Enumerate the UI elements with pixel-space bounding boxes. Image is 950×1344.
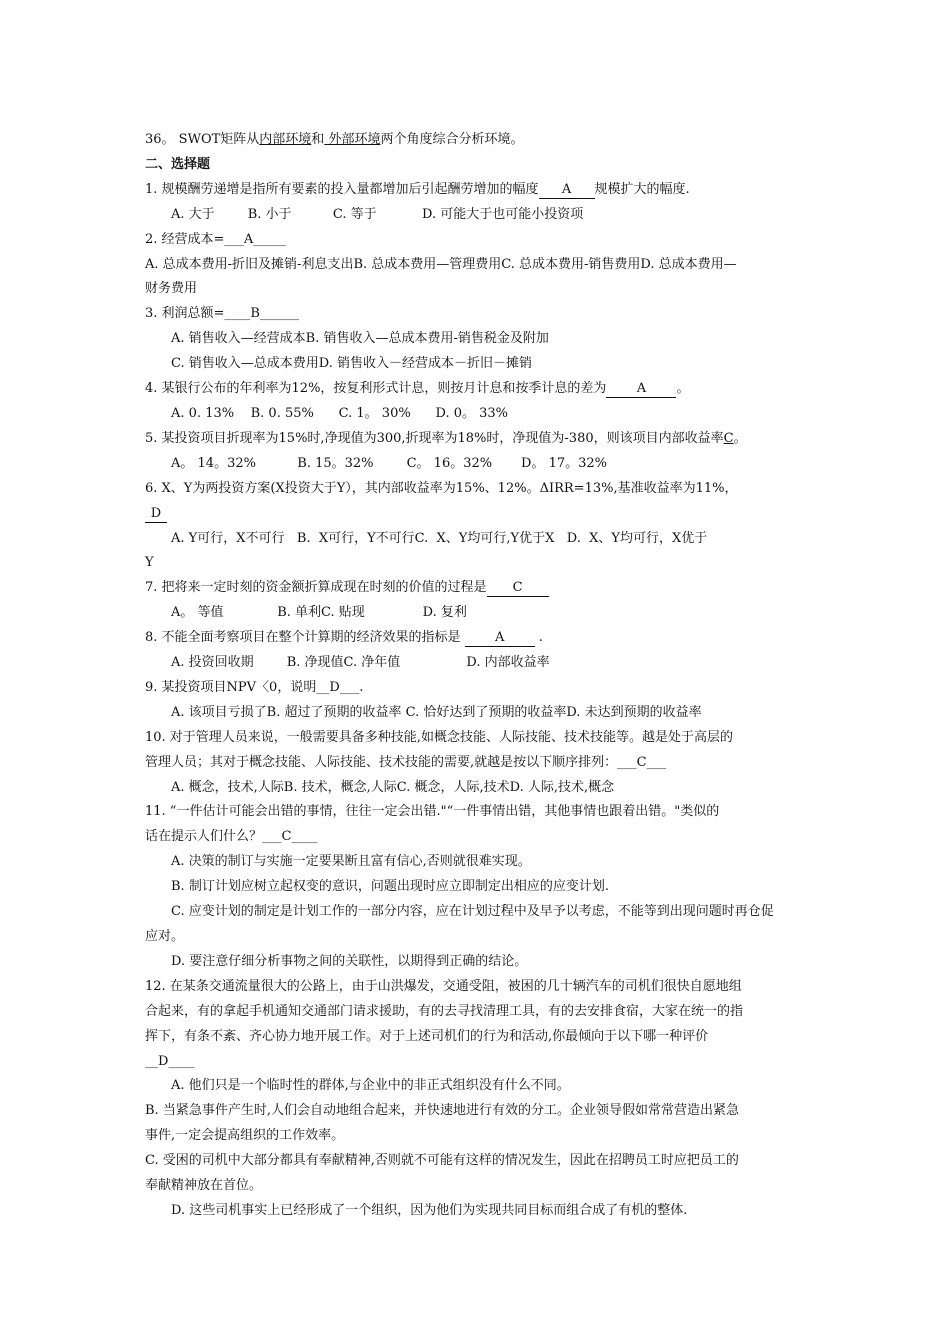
q6-options-1: A. Y可行，X不可行 B. X可行，Y不可行C. X、Y均可行,Y优于X D. X、Y均可行，X优于 <box>171 530 708 546</box>
q6-answer-line <box>145 502 807 527</box>
q6-options-2: Y <box>145 555 154 571</box>
q1-stem-tail: 规模扩大的幅度. <box>594 181 690 197</box>
q11-option-d: D. 要注意仔细分析事物之间的关联性，以期得到正确的结论。 <box>171 953 528 969</box>
q7-stem-text: 7. 把将来一定时刻的资金额折算成现在时刻的价值的过程是 <box>145 580 487 596</box>
q4-answer: A <box>606 381 676 398</box>
q5-stem-text: 5. 某投资项目折现率为15%时,净现值为300,折现率为18%时，净现值为-380，则该项目内部收益率 <box>145 430 724 446</box>
q4-stem-tail: 。 <box>676 381 690 397</box>
q6-answer: D <box>145 506 167 523</box>
q5-answer: C <box>723 430 734 446</box>
q8-stem-tail: . <box>534 630 543 646</box>
q8-stem-text: 8. 不能全面考察项目在整个计算期的经济效果的指标是 <box>145 630 465 646</box>
q3-options-ab: A. 销售收入—经营成本B. 销售收入—总成本费用-销售税金及附加 <box>171 331 549 347</box>
q12-option-d: D. 这些司机事实上已经形成了一个组织，因为他们为实现共同目标而组合成了有机的整体. <box>171 1202 688 1218</box>
q12-option-c-2: 奉献精神放在首位。 <box>145 1178 263 1194</box>
q2-options-1: A. 总成本费用-折旧及摊销-利息支出B. 总成本费用—管理费用C. 总成本费用-销售费用D. 总成本费用— <box>145 256 737 272</box>
q36-answer-1: 内部环境 <box>259 132 312 147</box>
q2-options-2: 财务费用 <box>145 281 198 297</box>
q9-options: A. 该项目亏损了B. 超过了预期的收益率 C. 恰好达到了预期的收益率D. 未达到预期的收益率 <box>171 704 702 720</box>
q8-stem <box>145 626 807 651</box>
q12-stem-1: 12. 在某条交通流量很大的公路上，由于山洪爆发，交通受阻，被困的几十辆汽车的司机们很快自愿地组 <box>145 978 742 994</box>
q7-answer: C <box>487 580 549 597</box>
q12-option-b-1: B. 当紧急事件产生时,人们会自动地组合起来，并快速地进行有效的分工。企业领导假如常常营造出紧急 <box>145 1103 739 1119</box>
q12-option-a: A. 他们只是一个临时性的群体,与企业中的非正式组织没有什么不同。 <box>171 1078 570 1094</box>
q7-stem <box>145 576 807 601</box>
q36-line <box>145 128 807 153</box>
q10-options: A. 概念，技术,人际B. 技术，概念,人际C. 概念，人际,技术D. 人际,技术,概念 <box>171 779 615 795</box>
q11-option-c-2: 应对。 <box>145 929 185 944</box>
q2-stem: 2. 经营成本=___A_____ <box>145 231 286 247</box>
q36-suffix: 两个角度综合分析环境。 <box>380 132 524 147</box>
q11-option-b: B. 制订计划应树立起权变的意识，问题出现时应立即制定出相应的应变计划. <box>171 879 609 895</box>
q10-stem-2: 管理人员；其对于概念技能、人际技能、技术技能的需要,就越是按以下顺序排列：___C___ <box>145 754 667 770</box>
document-body <box>145 128 807 1224</box>
q12-stem-2: 合起来，有的拿起手机通知交通部门请求援助，有的去寻找清理工具，有的去安排食宿，大家在统一的指 <box>145 1003 744 1019</box>
q4-stem-text: 4. 某银行公布的年利率为12%，按复利形式计息，则按月计息和按季计息的差为 <box>145 381 607 397</box>
q10-stem-1: 10. 对于管理人员来说，一般需要具备多种技能,如概念技能、人际技能、技术技能等。越是处于高层的 <box>145 729 733 745</box>
q8-options: A. 投资回收期 B. 净现值C. 净年值 D. 内部收益率 <box>171 655 550 671</box>
q6-stem: 6. X、Y为两投资方案(X投资大于Y），其内部收益率为15%、12%。ΔIRR=13%,基准收益率为11%， <box>145 480 738 496</box>
q1-stem <box>145 178 807 203</box>
section-title: 二、选择题 <box>145 156 211 172</box>
q1-options: A. 大于 B. 小于 C. 等于 D. 可能大于也可能小投资项 <box>171 206 584 222</box>
q11-stem-1: 11. “一件估计可能会出错的事情，往往一定会出错."“一件事情出错，其他事情也跟着出错。"类似的 <box>145 804 720 820</box>
q9-stem: 9. 某投资项目NPV〈0，说明__D___. <box>145 679 364 695</box>
q3-stem: 3. 利润总额=____B______ <box>145 306 299 322</box>
q5-stem-tail: 。 <box>733 430 747 446</box>
q11-stem-2: 话在提示人们什么？___C____ <box>145 829 318 845</box>
q12-stem-3: 挥下，有条不紊、齐心协力地开展工作。对于上述司机们的行为和活动,你最倾向于以下哪一种评价 <box>145 1028 709 1044</box>
q1-stem-text: 1. 规模酬劳递增是指所有要素的投入量都增加后引起酬劳增加的幅度 <box>145 181 539 197</box>
q12-option-b-2: 事件,一定会提高组织的工作效率。 <box>145 1128 345 1144</box>
q36-mid: 和 <box>311 132 325 147</box>
q4-options: A. 0. 13% B. 0. 55% C. 1。 30% D. 0。 33% <box>171 405 509 421</box>
q4-stem <box>145 377 807 402</box>
q7-options: A。 等值 B. 单利C. 贴现 D. 复利 <box>171 605 467 621</box>
q11-option-a: A. 决策的制订与实施一定要果断且富有信心,否则就很难实现。 <box>171 854 531 870</box>
q12-stem-4: __D____ <box>145 1053 195 1069</box>
q5-options: A。 14。32% B. 15。32% C。 16。32% D。 17。32% <box>171 455 608 471</box>
q3-options-cd: C. 销售收入—总成本费用D. 销售收入－经营成本－折旧－摊销 <box>171 356 532 372</box>
q12-option-c-1: C. 受困的司机中大部分都具有奉献精神,否则就不可能有这样的情况发生，因此在招聘员工时应把员工的 <box>145 1153 739 1169</box>
q5-stem <box>145 427 807 452</box>
q36-answer-2: 外部环境 <box>324 132 381 147</box>
q8-answer: A <box>465 630 535 647</box>
q11-option-c-1: C. 应变计划的制定是计划工作的一部分内容，应在计划过程中及早予以考虑，不能等到出现问题时再仓促 <box>171 904 774 920</box>
q1-answer: A <box>539 182 595 199</box>
q36-prefix: 36。 SWOT矩阵从 <box>145 132 260 147</box>
